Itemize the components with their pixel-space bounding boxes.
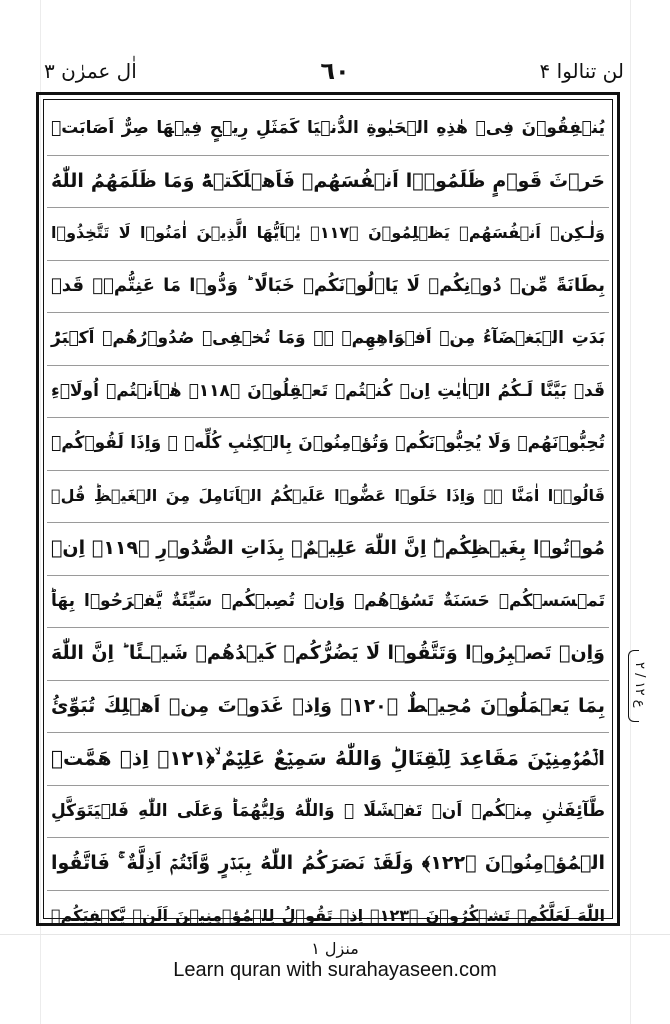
verse-line-15: الۡمُؤۡمِنُوۡنَ ﴿۱۲۲﴾ وَلَقَدۡ نَصَرَكُمُ اللّٰهُ بِبَدۡرٍ وَّاَنۡتُمۡ اَذِلَّةٌ ‌ۚ فَاتَّقُوا: [47, 838, 609, 891]
verse-line-14: طَّآئِفَتٰنِ مِنۡكُمۡ اَنۡ تَفۡشَلَا ۙ وَاللّٰهُ وَلِيُّهُمَا‌ؕ وَعَلَى اللّٰهِ فَلۡيَتَوَكَّلِ: [47, 786, 609, 839]
verse-line-4: بِطَانَةً مِّنۡ دُوۡنِكُمۡ لَا يَاۡلُوۡنَكُمۡ خَبَالًا ؕ وَدُّوۡا مَا عَنِتُّمۡ‌ۚ قَدۡ: [47, 261, 609, 314]
manzil-label: منزل ۱: [311, 939, 359, 958]
footer-divider: [0, 934, 670, 935]
verse-line-2: حَرۡثَ قَوۡمٍ ظَلَمُوۡۤا اَنۡفُسَهُمۡ فَاَهۡلَكَتۡهُ‌ؕ وَمَا ظَلَمَهُمُ اللّٰهُ: [47, 156, 609, 209]
verse-line-16: اللّٰهَ لَعَلَّكُمۡ تَشۡكُرُوۡنَ ﴿۱۲۳﴾ اِذۡ تَقُوۡلُ لِلۡمُؤۡمِنِيۡنَ اَلَنۡ يَّكۡفِيَكُمۡ: [51, 905, 605, 925]
verse-line-11: وَاِنۡ تَصۡبِرُوۡا وَتَتَّقُوۡا لَا يَضُرُّكُمۡ كَيۡدُهُمۡ شَيۡـئًا ‌ؕ اِنَّ اللّٰهَ: [47, 628, 609, 681]
para-name: لن تنالوا ۴: [539, 59, 624, 83]
verse-line-13: الۡمُؤۡمِنِيۡنَ مَقَاعِدَ لِلۡقِتَالِ‌ؕ وَاللّٰهُ سَمِيۡعٌ عَلِيۡمٌ ۙ﴿۱۲۱﴾ اِذۡ هَمَّتۡ: [47, 733, 609, 786]
verse-line-12: بِمَا يَعۡمَلُوۡنَ مُحِيۡطٌ ﴿۱۲۰﴾ وَاِذۡ غَدَوۡتَ مِنۡ اَهۡلِكَ تُبَوِّئُ: [47, 681, 609, 734]
verse-line-10: تَمۡسَسۡكُمۡ حَسَنَةٌ تَسُؤۡهُمۡ وَاِنۡ تُصِبۡكُمۡ سَيِّئَةٌ يَّفۡرَحُوۡا بِهَا‌ؕ: [47, 576, 609, 629]
page-number: ٦٠: [320, 57, 350, 85]
verse-line-6: قَدۡ بَيَّنَّا لَـكُمُ الۡاٰيٰتِ‌ اِنۡ كُنۡتُمۡ تَعۡقِلُوۡنَ ﴿۱۱۸﴾ هٰۤاَنۡتُمۡ اُولَاۤءِ: [47, 366, 609, 419]
page-header: [40, 56, 630, 86]
verse-line-7: تُحِبُّوۡنَهُمۡ وَلَا يُحِبُّوۡنَكُمۡ وَتُؤۡمِنُوۡنَ بِالۡكِتٰبِ كُلِّهٖ ‌ۚ وَاِذَا لَقُوۡكُمۡ: [47, 418, 609, 471]
surah-name: اٰل عمرٰن ۳: [44, 59, 137, 83]
verse-line-8: قَالُوۡۤا اٰمَنَّا ۖۚ وَاِذَا خَلَوۡا عَضُّوۡا عَلَيۡكُمُ الۡاَنَامِلَ مِنَ الۡغَيۡظِ‌ؕ قُلۡ: [47, 471, 609, 524]
verse-line-3: وَلٰـكِنۡ اَنۡفُسَهُمۡ يَظۡلِمُوۡنَ ﴿۱۱۷﴾ يٰۤاَيُّهَا الَّذِيۡنَ اٰمَنُوۡا لَا تَتَّخِذُوۡا: [47, 208, 609, 261]
ruku-marker: ع ۱۲ / ۲: [632, 662, 647, 708]
site-credit: Learn quran with surahayaseen.com: [173, 959, 497, 981]
verse-lines: [47, 103, 609, 925]
verse-line-1: يُنۡفِقُوۡنَ فِىۡ هٰذِهِ الۡحَيٰوةِ الدُّنۡيَا كَمَثَلِ رِيۡحٍ فِيۡهَا صِرٌّ اَصَابَتۡ: [47, 103, 609, 156]
verse-line-9: مُوۡتُوۡا بِغَيۡظِكُمۡ‌ؕ اِنَّ اللّٰهَ عَلِيۡمٌۢ بِذَاتِ الصُّدُوۡرِ ﴿۱۱۹﴾ اِنۡ: [47, 523, 609, 576]
page-edge-right: [630, 0, 631, 1024]
verse-line-5: بَدَتِ الۡبَغۡضَآءُ مِنۡ اَفۡوَاهِهِمۡ ‌ۖۚ وَمَا تُخۡفِىۡ صُدُوۡرُهُمۡ اَكۡبَرُ‌ؕ: [47, 313, 609, 366]
text-frame: [36, 92, 620, 926]
